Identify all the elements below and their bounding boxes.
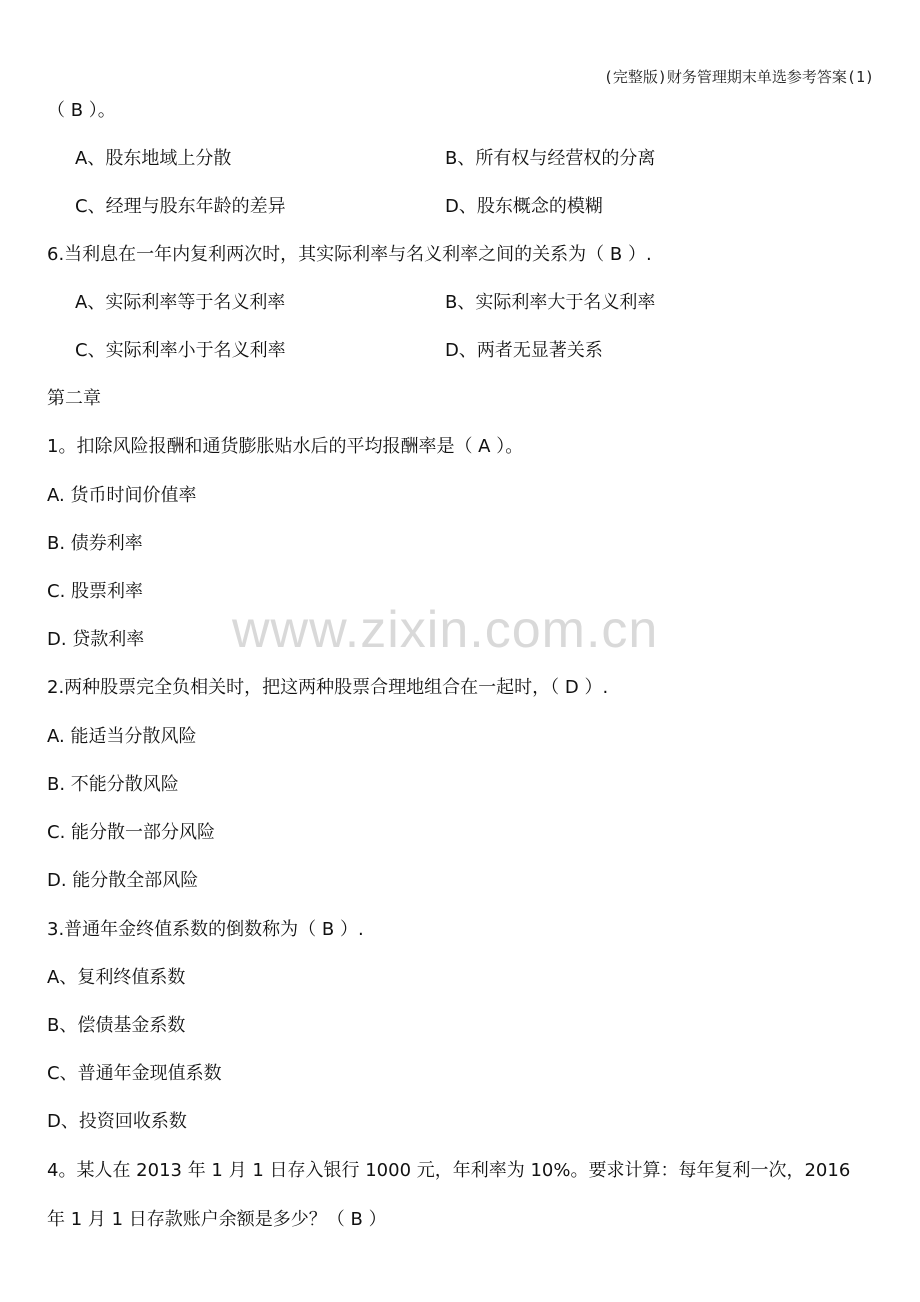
option-b: B、偿债基金系数 [47,1015,186,1036]
option-c: C、普通年金现值系数 [47,1063,222,1084]
option-d: D、股东概念的模糊 [445,196,603,217]
watermark: www.zixin.com.cn [232,601,659,659]
option-c: C. 能分散一部分风险 [47,822,216,843]
option-c: C、实际利率小于名义利率 [75,340,286,361]
answer-line: （ B ）。 [47,100,116,121]
option-b: B. 不能分散风险 [47,774,179,795]
option-b: B、实际利率大于名义利率 [445,292,656,313]
option-a: A、复利终值系数 [47,967,186,988]
question-3: 3.普通年金终值系数的倒数称为（ B ）. [47,919,364,940]
chapter-heading: 第二章 [47,388,101,409]
option-a: A、实际利率等于名义利率 [75,292,286,313]
question-2: 2.两种股票完全负相关时，把这两种股票合理地组合在一起时，（ D ）. [47,677,609,698]
question-4-cont: 年 1 月 1 日存款账户余额是多少？（ B ） [47,1209,387,1230]
option-a: A、股东地域上分散 [75,148,232,169]
question-1: 1。扣除风险报酬和通货膨胀贴水后的平均报酬率是（ A ）。 [47,436,524,457]
option-b: B. 债券利率 [47,533,143,554]
question-4: 4。某人在 2013 年 1 月 1 日存入银行 1000 元，年利率为 10%。要求计算：每年复利一次，2016 [47,1160,851,1181]
page-header: (完整版)财务管理期末单选参考答案(1) [603,68,874,86]
option-c: C、经理与股东年龄的差异 [75,196,286,217]
option-d: D、两者无显著关系 [445,340,603,361]
option-a: A. 能适当分散风险 [47,726,197,747]
question-6: 6.当利息在一年内复利两次时，其实际利率与名义利率之间的关系为（ B ）. [47,244,652,265]
option-d: D. 能分散全部风险 [47,870,199,891]
option-d: D、投资回收系数 [47,1111,187,1132]
option-a: A. 货币时间价值率 [47,485,197,506]
option-c: C. 股票利率 [47,581,144,602]
option-d: D. 贷款利率 [47,629,145,650]
option-b: B、所有权与经营权的分离 [445,148,656,169]
